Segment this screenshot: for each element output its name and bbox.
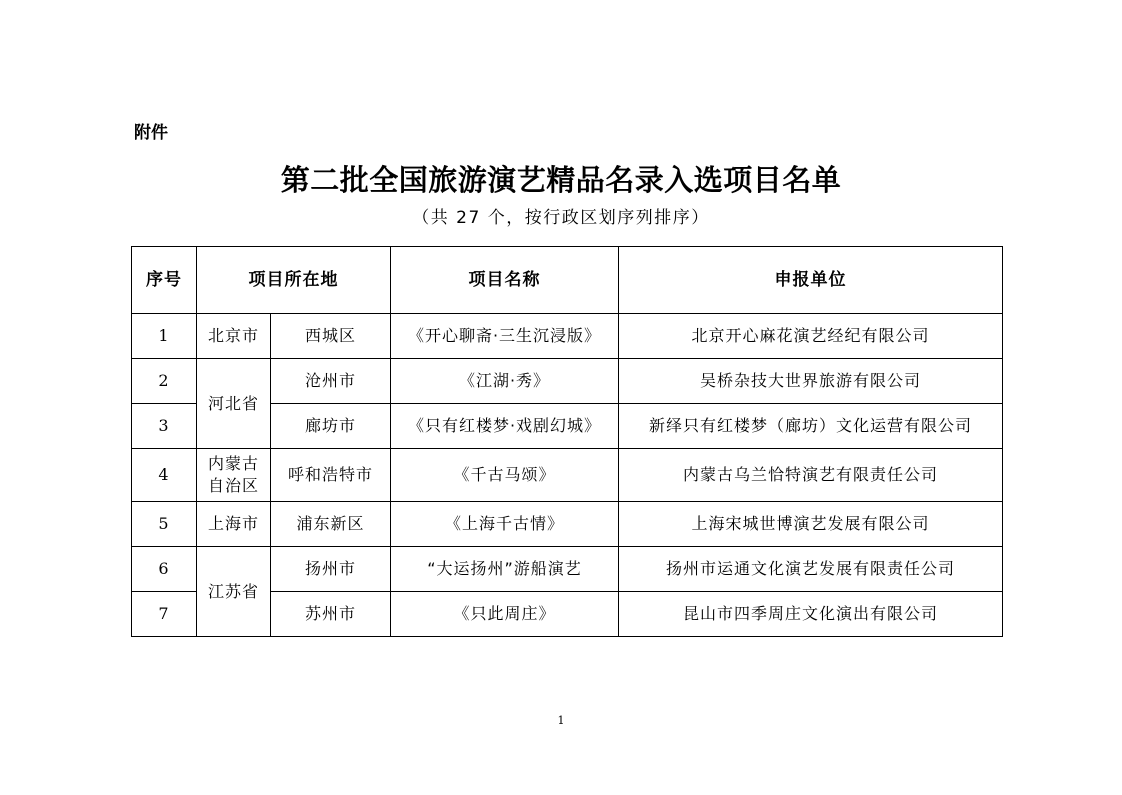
cell-province: 上海市 bbox=[197, 502, 271, 547]
cell-applicant-unit: 扬州市运通文化演艺发展有限责任公司 bbox=[619, 547, 1003, 592]
header-seq: 序号 bbox=[132, 247, 197, 314]
cell-project-name: 《只有红楼梦·戏剧幻城》 bbox=[391, 404, 619, 449]
cell-project-name: 《上海千古情》 bbox=[391, 502, 619, 547]
province-line-1: 内蒙古 bbox=[207, 454, 259, 473]
cell-province bbox=[197, 449, 271, 502]
cell-city: 苏州市 bbox=[271, 592, 391, 637]
header-applicant-unit: 申报单位 bbox=[619, 247, 1003, 314]
header-project-name: 项目名称 bbox=[391, 247, 619, 314]
attachment-label: 附件 bbox=[134, 123, 168, 143]
cell-city: 浦东新区 bbox=[271, 502, 391, 547]
cell-city: 西城区 bbox=[271, 314, 391, 359]
cell-project-name: 《千古马颂》 bbox=[391, 449, 619, 502]
table-row bbox=[132, 449, 1003, 502]
cell-seq: 5 bbox=[132, 502, 197, 547]
cell-city: 沧州市 bbox=[271, 359, 391, 404]
cell-province: 江苏省 bbox=[197, 547, 271, 637]
document-subtitle: （共 27 个，按行政区划序列排序） bbox=[412, 208, 710, 228]
cell-applicant-unit: 昆山市四季周庄文化演出有限公司 bbox=[619, 592, 1003, 637]
cell-city: 扬州市 bbox=[271, 547, 391, 592]
cell-applicant-unit: 北京开心麻花演艺经纪有限公司 bbox=[619, 314, 1003, 359]
cell-city: 廊坊市 bbox=[271, 404, 391, 449]
table-row bbox=[132, 314, 1003, 359]
cell-applicant-unit: 新绎只有红楼梦（廊坊）文化运营有限公司 bbox=[619, 404, 1003, 449]
cell-project-name: 《江湖·秀》 bbox=[391, 359, 619, 404]
cell-city: 呼和浩特市 bbox=[271, 449, 391, 502]
table-row bbox=[132, 547, 1003, 592]
province-line-2: 自治区 bbox=[207, 476, 259, 495]
table-row bbox=[132, 502, 1003, 547]
cell-project-name: 《开心聊斋·三生沉浸版》 bbox=[391, 314, 619, 359]
header-location: 项目所在地 bbox=[197, 247, 391, 314]
cell-applicant-unit: 吴桥杂技大世界旅游有限公司 bbox=[619, 359, 1003, 404]
cell-seq: 7 bbox=[132, 592, 197, 637]
cell-project-name: 《只此周庄》 bbox=[391, 592, 619, 637]
table-row bbox=[132, 359, 1003, 404]
cell-province: 河北省 bbox=[197, 359, 271, 449]
document-title: 第二批全国旅游演艺精品名录入选项目名单 bbox=[280, 163, 842, 197]
cell-seq: 6 bbox=[132, 547, 197, 592]
cell-seq: 1 bbox=[132, 314, 197, 359]
cell-seq: 4 bbox=[132, 449, 197, 502]
cell-province: 北京市 bbox=[197, 314, 271, 359]
project-list-table bbox=[131, 246, 1003, 637]
cell-applicant-unit: 上海宋城世博演艺发展有限公司 bbox=[619, 502, 1003, 547]
page-number: 1 bbox=[557, 714, 565, 727]
cell-seq: 3 bbox=[132, 404, 197, 449]
cell-project-name: “大运扬州”游船演艺 bbox=[391, 547, 619, 592]
cell-applicant-unit: 内蒙古乌兰恰特演艺有限责任公司 bbox=[619, 449, 1003, 502]
table-header-row bbox=[132, 247, 1003, 314]
cell-seq: 2 bbox=[132, 359, 197, 404]
